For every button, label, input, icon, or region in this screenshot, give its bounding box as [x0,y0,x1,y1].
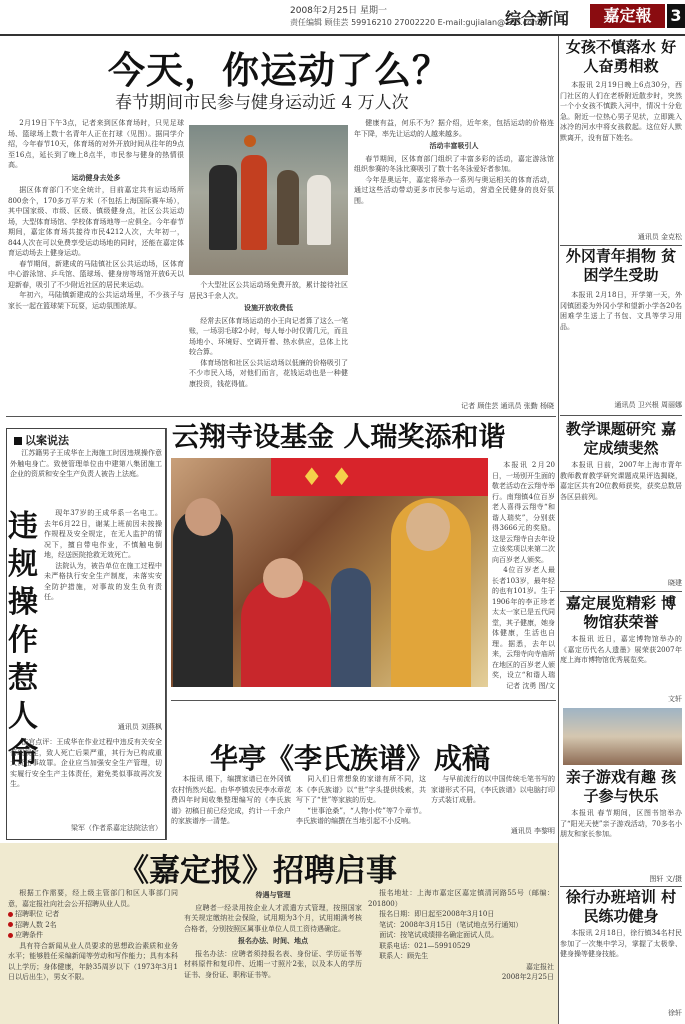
lead-column-1 [8,118,184,418]
player-figure [209,165,237,250]
genealogy-col-1 [171,774,291,836]
paragraph: 年初六，马陆镇新建成的公共运动场里，不少孩子与家长一起在篮球架下玩耍，运动氛围浓厚。 [8,291,184,310]
paragraph: 春节期间，区体育部门组织了丰富多彩的活动，嘉定游泳馆组织参赛的冬泳比赛吸引了数十名冬泳爱好者参加。 [354,154,554,173]
right-body-6 [560,928,682,1008]
paragraph: 据区体育部门不完全统计，目前嘉定共有运动场所800余个，170多万平方米（不包括上海国际赛车场），其中国家级、市级、区级、镇级健身点，社区公共运动场，大型体育场馆、学校体育场地等一应俱全。今年春节期间，嘉定体育场共接待市民4212人次，大年初一，844人次在可以免费享受运动场地的同时，还能在嘉定体育运动场去上健身运动。 [8,186,184,257]
subheading: 设施开放收费低 [244,303,293,312]
paragraph: 应聘者一经录用按企业人才派遣方式管理，按照国家有关规定缴纳社会保险，试用期为3个月，试用期满考核合格者，分别按照区属事业单位人员工资待遇确定。 [184,903,362,933]
judge-byline: 梁军（作者系嘉定法院法官） [71,824,162,832]
right-body-1 [560,80,682,232]
paragraph: 个大型社区公共运动场免费开放，累计接待社区居民3千余人次。 [189,281,348,300]
law-byline: 通讯员 刘燕枫 [117,723,162,731]
paragraph: 现年37岁的王成华系一名电工。去年6月22日，谢某上班前因未按操作规程及安全规定，在无人监护的情况下，擅自带电作业，不慎触电倒地，经送医院抢救无效死亡。 [44,509,162,559]
lead-byline: 记者 顾佳芸 通讯员 张勤 杨晓 [461,402,554,410]
bullet-icon [8,922,13,927]
paragraph: 本报讯 2月19日晚上6点30分，西门社区的人们在老桥附近散步时，突然一个小女孩不慎跌入河中，情况十分危急。附近一位热心男子见状，立即跳入冰冷的河水中将女孩救起。这位好人默默离开，没有留下姓名。 [560,81,682,142]
paragraph: 江苏籍男子王成华在上海施工时因违规操作意外触电身亡。致使管理单位由中建第八集团施工企业的资质和安全生产负责人被告上法庭。 [10,449,162,478]
paragraph: 体育场馆和社区公共运动场以低廉的价格吸引了不少市民入场，对他们而言，花钱运动也是一种健康投资，钱花得值。 [189,358,348,388]
subheading: 报名办法、时间、地点 [238,936,308,945]
paragraph: 联系电话：021—59910529 [379,941,471,950]
paragraph: 本报讯 春节期间，区图书馆举办了“阳光天使”亲子游戏活动，70多名小朋友和家长参加。 [560,809,682,838]
paragraph: 今年是奥运年，嘉定将举办一系列与奥运相关的体育活动，通过这些活动带动更多市民参与运动，营造全民健身的良好氛围。 [354,175,554,205]
player-figure [241,155,267,250]
paragraph: 报名地址：上海市嘉定区嘉定镇清河路55号（邮编：201800） [368,889,554,908]
basketball-icon [244,135,256,147]
right-body-2 [560,290,682,410]
person-head [406,503,450,551]
temple-byline: 记者 沈勇 图/文 [506,682,555,690]
list-item [8,930,178,941]
recruitment-headline: 《嘉定报》招聘启事 [118,853,397,889]
paragraph: 健康有益，何乐不为？据介绍，近年来，包括运动的价格连年下降，率先让运动的人越来越多。 [354,119,554,138]
recruit-signature: 嘉定报社 [526,962,554,971]
genealogy-col-3 [431,774,555,824]
square-bullet-icon [14,437,22,445]
paragraph: 联系人：顾先生 [379,952,429,960]
paragraph: 2月19日下午3点，记者来到区体育场时，只见足球场、篮球场上数十名青年人正在打球（见图）。据同学介绍，今年春节10天，体育场的对外开放时间从往年的9点至16点，延长到了晚上8点半，市民参与健身的热情很高。 [8,119,184,169]
law-label [14,432,69,448]
judge-comment [10,737,162,823]
right-headline-2: 外冈青年捐物 贫困学生受助 [565,247,677,284]
child-figure [331,568,371,687]
paragraph: 笔试：2008年3月15日（笔试地点另行通知） [379,920,523,929]
paragraph: 报名办法：应聘者须持报名表、身份证、学历证书等材料原件和复印件、近期一寸照片2张，以及本人的学历证书、身份证、职称证书等。 [184,949,362,979]
bullet-icon [8,912,13,917]
paragraph: 本报讯 眼下，编撰家谱已在外冈镇农村悄然兴起。由华亭镇农民李水章花费四年时间收集整理编写的《李氏族谱》初稿日前已经完成，约计一千余户的家族谱序一清楚。 [171,775,291,825]
red-banner [271,458,488,496]
right-body-4 [560,634,682,694]
kids-game-photo [563,708,682,765]
section-divider [560,886,682,887]
list-item [8,909,178,920]
masthead [0,0,685,36]
column-divider [166,428,167,840]
section-name: 综合新闻 [505,9,570,28]
list-item-text: 招聘职位 记者 [15,910,60,918]
right-headline-1: 女孩不慎落水 好人奋勇相救 [565,38,677,75]
paragraph: 法官点评：王成华在作业过程中违反有关安全管理规定，致人死亡后果严重，其行为已构成重大责任事故罪。企业应当加强安全生产管理，切实履行安全生产主体责任，避免类似事故再次发生。 [10,738,162,788]
paragraph: 报名日期：即日起至2008年3月10日 [379,910,495,918]
genealogy-col-2 [296,774,426,836]
paragraph: 本报讯 2月18日，徐行镇34名村民参加了一次集中学习，掌握了太极拳、健身操等健身技能。 [560,929,682,958]
temple-body [492,460,555,680]
paragraph: 本报讯 2月18日，开学第一天，外冈镇团委为外冈小学和望新小学各20名困难学生送上了书包、文具等学习用品。 [560,291,682,331]
right-headline-6: 徐行办班培训 村民练功健身 [565,888,677,925]
law-label-text: 以案说法 [25,434,69,447]
right-byline-6: 徐轩 [668,1009,682,1017]
right-body-5 [560,808,682,874]
paragraph: 与早前流行的以中国传统毛笔书写的家谱形式不同，《李氏族谱》以电脑打印方式装订成册。 [431,775,555,804]
right-byline-3: 晓建 [668,579,682,587]
paragraph: 4位百岁老人最长者103岁，最年轻的也有101岁。生于1906年的李正珍老太太一家已是五代同堂，其子健康，她身体健康，生活也自理。据悉，去年以来，云翔寺向寺庙所在地区的百岁老人颁奖，设立“和谐人瑞 [492,566,555,679]
paragraph: 春节期间，新建成的马陆镇社区公共运动场，区体育中心游泳馆、乒乓馆、篮球场、健身房等场馆开放6天以迎新春，吸引了不少附近社区的居民来运动。 [8,259,184,289]
list-item-text: 招聘人数 2名 [15,920,57,929]
column-divider [558,36,559,1024]
subheading: 待遇与管理 [255,890,291,899]
recruit-col-1 [8,888,178,1018]
right-byline-4: 文轩 [668,695,682,703]
player-figure [307,175,331,245]
right-byline-2: 通讯员 卫兴根 周丽娜 [614,401,682,409]
section-divider [560,591,682,592]
section-divider [171,700,556,701]
paragraph: 法院认为，被告单位在施工过程中未严格执行安全生产制度，未落实安全防护措施，对事故的发生负有责任。 [44,561,162,601]
lead-headline: 今天，你运动了么？ [108,49,450,92]
subheading: 运动健身去处多 [71,172,121,182]
lead-column-2 [189,280,348,415]
person-head [185,498,221,536]
temple-photo [171,458,488,687]
paragraph: 根据工作需要，经上级主管部门和区人事部门同意，嘉定报社向社会公开招聘从业人员。 [8,889,178,908]
paragraph: 经常去区体育场运动的小王向记者算了这么一笔账，一场羽毛球2小时，每人每小时仅需几元，而且场地小、环境好、空调开着、热水供应，总体上比较合算。 [189,316,348,356]
genealogy-byline: 通讯员 李黎明 [510,827,555,835]
lead-subheadline: 春节期间市民参与健身运动近 4 万人次 [115,93,409,113]
section-divider [560,415,682,416]
right-headline-4: 嘉定展览精彩 博物馆获荣誉 [565,594,677,631]
subheading: 活动丰富吸引人 [429,141,479,150]
editor-info: 责任编辑 顾佳芸 59916210 27002220 E-mail:gujialan@163.com [290,18,540,27]
banner-glyph: ♦ ♦ [301,462,353,491]
paragraph: 面试：按笔试成绩排名确定面试人员。 [379,931,499,939]
right-body-3 [560,460,682,580]
paragraph: 具有符合新闻从业人员要求的思想政治素质和业务水平；能够胜任采编新闻等劳动和写作能力；具有本科以上学历；身体健康，年龄35周岁以下（1973年3月1日以后出生），男女不限。 [8,941,178,981]
paragraph: “世事沧桑”，“人物小传”等7个章节。李氏族谱的编撰在当地引起不小反响。 [296,806,426,825]
page-number: 3 [667,4,685,28]
person-head [263,558,303,598]
genealogy-headline: 华亭《李氏族谱》成稿 [210,742,491,775]
paragraph: 同入们日常想象的家谱有所不同，这本《李氏族谱》以“世”字头提供线索，共写下了“世”等家族的历史。 [296,775,426,804]
recruit-col-2 [184,888,362,1018]
recruit-date: 2008年2月25日 [501,973,554,981]
paragraph: 本报讯 日前，2007年上海市青年教师教育教学研究课题成果评选揭晓，嘉定区共有20位教师获奖，获奖总数居各区县前列。 [560,461,682,501]
lead-column-3 [354,118,554,400]
section-divider [560,245,682,246]
basketball-photo [189,125,348,275]
right-byline-5: 图轩 文/摄 [649,875,682,883]
bullet-icon [8,933,13,938]
law-headline: 违规操作惹人命 [8,509,38,772]
right-headline-5: 亲子游戏有趣 孩子参与快乐 [565,768,677,805]
law-body [44,508,162,720]
law-intro [10,448,162,506]
recruit-col-3 [368,888,554,1018]
right-headline-3: 教学课题研究 嘉定成绩斐然 [565,420,677,457]
newspaper-logo: 嘉定報 [590,4,665,28]
paragraph: 本报讯 2月20日，一场别开生面的敬老活动在云翔寺举行。南翔镇4位百岁老人喜得云翔寺“和谐人瑞奖”，分别获得3666元的奖励。这是云翔寺自去年设立该奖项以来第二次向百岁老人颁奖。 [492,461,555,564]
list-item-text: 应聘条件 [15,931,43,939]
list-item [8,920,178,931]
issue-date: 2008年2月25日 星期一 [290,6,387,16]
temple-headline: 云翔寺设基金 人瑞奖添和谐 [172,422,506,453]
player-figure [277,170,299,245]
paragraph: 本报讯 近日，嘉定博物馆举办的《嘉定历代名人遗墨》展荣获2007年度上海市博物馆优秀展览奖。 [560,635,682,664]
right-byline-1: 通讯员 金克松 [637,233,682,241]
